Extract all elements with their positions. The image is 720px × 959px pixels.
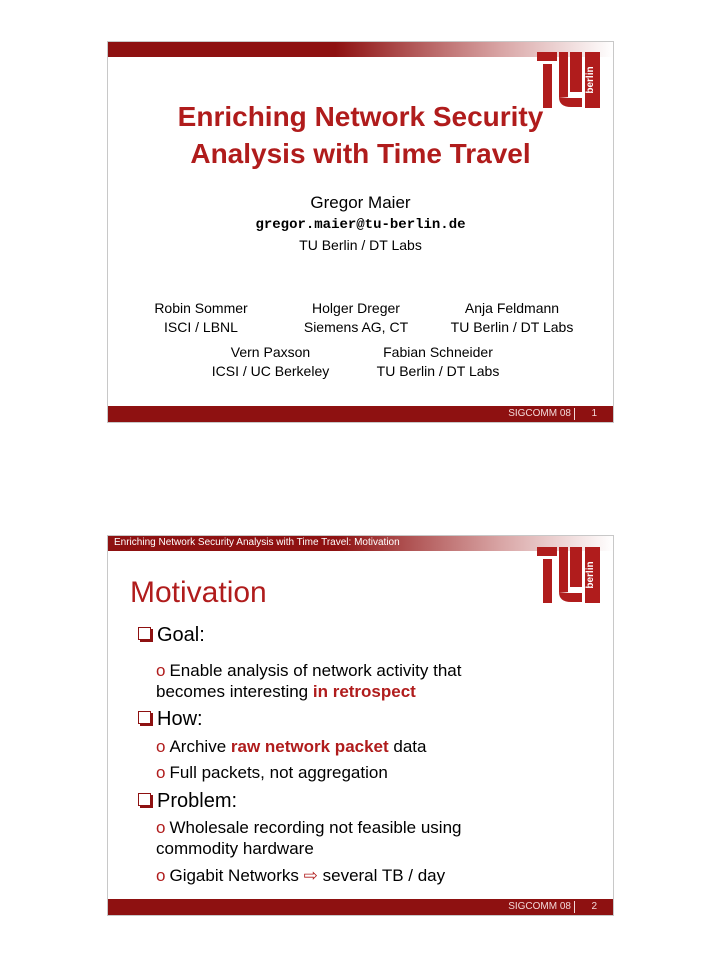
page-number: 1 xyxy=(591,408,597,419)
arrow-right-icon: ⇨ xyxy=(303,866,318,885)
slide-title xyxy=(108,98,613,172)
coauthor-name: Fabian Schneider xyxy=(383,344,493,360)
footer-divider xyxy=(574,408,575,420)
slide-1 xyxy=(107,41,614,423)
slide-footer xyxy=(108,899,613,915)
coauthor-name: Robin Sommer xyxy=(154,300,248,316)
sub-bullet: o Archive raw network packet data xyxy=(156,737,427,756)
slide-2 xyxy=(107,535,614,916)
coauthor-org: Siemens AG, CT xyxy=(303,319,409,335)
coauthor-org: TU Berlin / DT Labs xyxy=(450,319,574,335)
title-line-2: Analysis with Time Travel xyxy=(190,138,531,169)
checkbox-bullet-icon xyxy=(138,793,151,806)
coauthor-org: ISCI / LBNL xyxy=(164,319,238,335)
slide-title: Motivation xyxy=(130,576,267,609)
coauthor xyxy=(136,299,266,337)
tu-berlin-logo xyxy=(536,547,602,603)
footer-venue: SIGCOMM 08 xyxy=(508,408,571,419)
checkbox-bullet-icon xyxy=(138,627,151,640)
coauthor-name: Holger Dreger xyxy=(312,300,400,316)
coauthor-name: Anja Feldmann xyxy=(464,300,560,316)
o-bullet-icon: o xyxy=(156,661,166,680)
coauthor-org: TU Berlin / DT Labs xyxy=(376,363,500,379)
checkbox-bullet-icon xyxy=(138,711,151,724)
sub-bullet: o Gigabit Networks ⇨ several TB / day xyxy=(156,866,446,885)
coauthor xyxy=(363,343,513,381)
sub-bullet: o Enable analysis of network activity that becomes interesting in retrospect xyxy=(156,661,462,701)
presenter-affiliation: TU Berlin / DT Labs xyxy=(299,237,422,253)
page-number: 2 xyxy=(591,901,597,912)
presenter-name: Gregor Maier xyxy=(310,193,411,212)
sub-bullet: o Wholesale recording not feasible using commodity hardware xyxy=(156,818,462,858)
sub-bullet: o Full packets, not aggregation xyxy=(156,763,388,782)
coauthor-org: ICSI / UC Berkeley xyxy=(211,363,330,379)
svg-text:berlin: berlin xyxy=(585,66,596,94)
coauthor-name: Vern Paxson xyxy=(230,344,311,360)
o-bullet-icon: o xyxy=(156,818,166,837)
title-line-1: Enriching Network Security xyxy=(177,101,544,132)
o-bullet-icon: o xyxy=(156,737,166,756)
slide-footer xyxy=(108,406,613,422)
presenter-email: gregor.maier@tu-berlin.de xyxy=(255,217,466,233)
footer-venue: SIGCOMM 08 xyxy=(508,901,571,912)
o-bullet-icon: o xyxy=(156,866,166,885)
coauthor xyxy=(291,299,421,337)
bullet-how: How: xyxy=(138,708,203,731)
o-bullet-icon: o xyxy=(156,763,166,782)
svg-text:berlin: berlin xyxy=(585,561,596,589)
coauthor xyxy=(198,343,343,381)
bullet-goal: Goal: xyxy=(138,624,205,647)
bullet-problem: Problem: xyxy=(138,790,237,813)
footer-divider xyxy=(574,901,575,913)
coauthor xyxy=(437,299,587,337)
slide-header-text: Enriching Network Security Analysis with Time Travel: Motivation xyxy=(114,537,400,548)
